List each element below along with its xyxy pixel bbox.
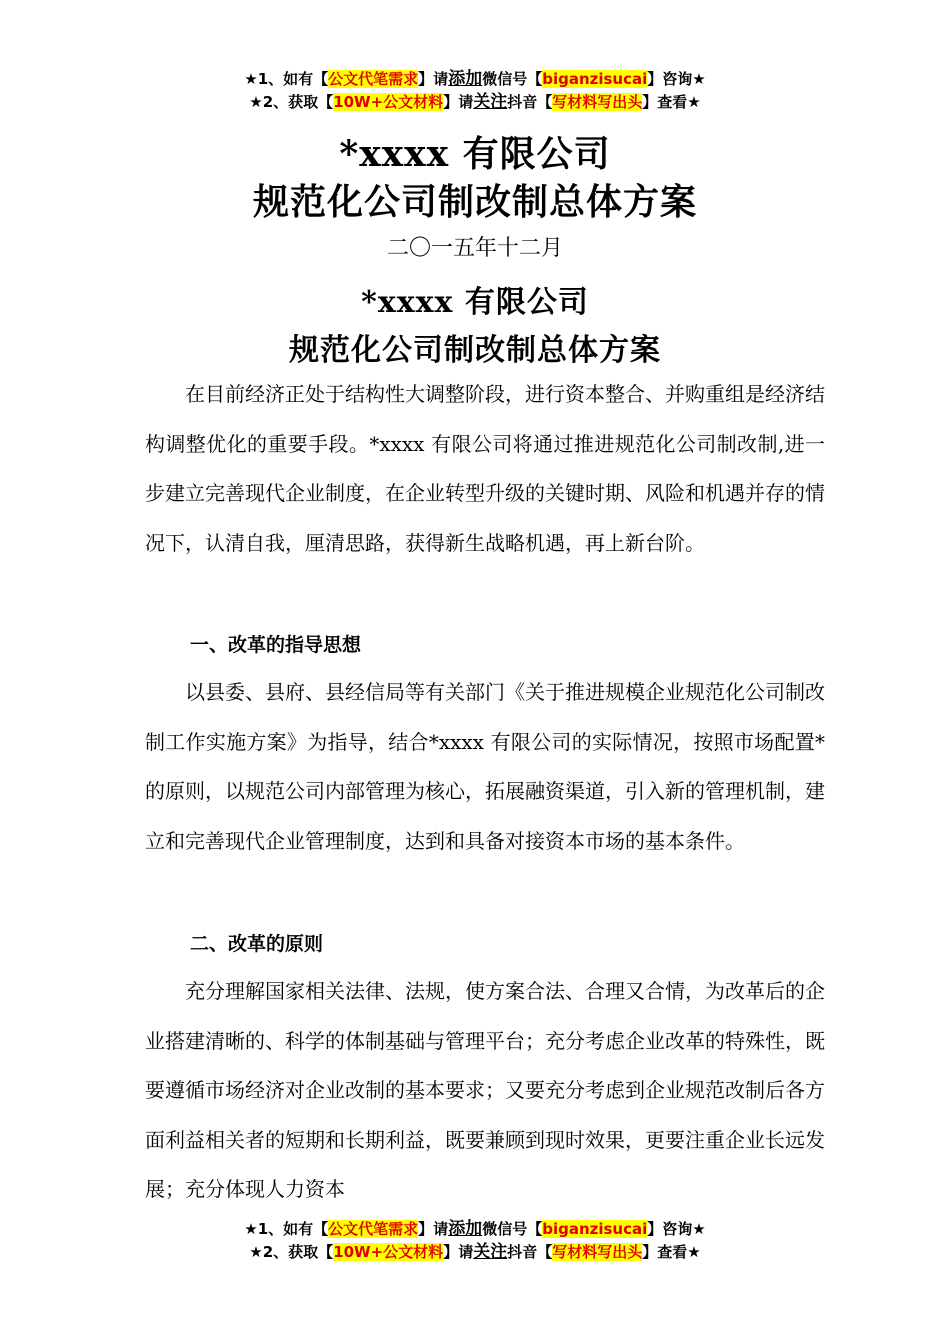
section-1-paragraph: 以县委、县府、县经信局等有关部门《关于推进规模企业规范化公司制改制工作实施方案》为指导，结合*xxxx 有限公司的实际情况，按照市场配置*的原则，以规范公司内部管理为核心，拓展融资渠道，引入新的管理机制，建立和完善现代企业管理制度，达到和具备对接资本市场的基本条件。 [145, 680, 825, 853]
section-2-paragraph: 充分理解国家相关法律、法规，使方案合法、合理又合情，为改革后的企业搭建清晰的、科学的体制基础与管理平台；充分考虑企业改革的特殊性，既要遵循市场经济对企业改制的基本要求；又要充分考虑到企业规范改制后各方面利益相关者的短期和长期利益，既要兼顾到现时效果，更要注重企业长远发展；充分体现人力资本 [145, 979, 825, 1201]
intro-paragraph: 在目前经济正处于结构性大调整阶段，进行资本整合、并购重组是经济结构调整优化的重要手段。*xxxx 有限公司将通过推进规范化公司制改制,进一步建立完善现代企业制度，在企业转型升级的关键时期、风险和机遇并存的情况下，认清自我，厘清思路，获得新生战略机遇，再上新台阶。 [145, 382, 825, 555]
highlight-text: 10W+公文材料 [333, 93, 444, 111]
cover-title: 规范化公司制改制总体方案 [252, 181, 697, 223]
cover-date: 二〇一五年十二月 [386, 236, 563, 261]
promo-banner-top [0, 68, 950, 114]
highlight-text: 公文代笔需求 [328, 70, 419, 88]
douyin-account: 写材料写出头 [552, 1243, 643, 1261]
doc-company-name: *xxxx 有限公司 [361, 285, 589, 320]
promo-line-2: ★2、获取【10W+公文材料】请关注抖音【写材料写出头】查看★ [249, 1242, 701, 1262]
cover-company-name: *xxxx 有限公司 [339, 133, 611, 175]
promo-line-2: ★2、获取【10W+公文材料】请关注抖音【写材料写出头】查看★ [249, 92, 701, 112]
wechat-id: biganzisucai [542, 1220, 648, 1238]
section-heading-2: 二、改革的原则 [190, 933, 324, 955]
promo-line-1: ★1、如有【公文代笔需求】请添加微信号【biganzisucai】咨询★ [244, 69, 706, 89]
doc-title: 规范化公司制改制总体方案 [289, 333, 661, 368]
highlight-text: 10W+公文材料 [333, 1243, 444, 1261]
promo-line-1: ★1、如有【公文代笔需求】请添加微信号【biganzisucai】咨询★ [244, 1219, 706, 1239]
section-heading-1: 一、改革的指导思想 [190, 634, 362, 656]
promo-banner-bottom [0, 1218, 950, 1264]
douyin-account: 写材料写出头 [552, 93, 643, 111]
highlight-text: 公文代笔需求 [328, 1220, 419, 1238]
wechat-id: biganzisucai [542, 70, 648, 88]
